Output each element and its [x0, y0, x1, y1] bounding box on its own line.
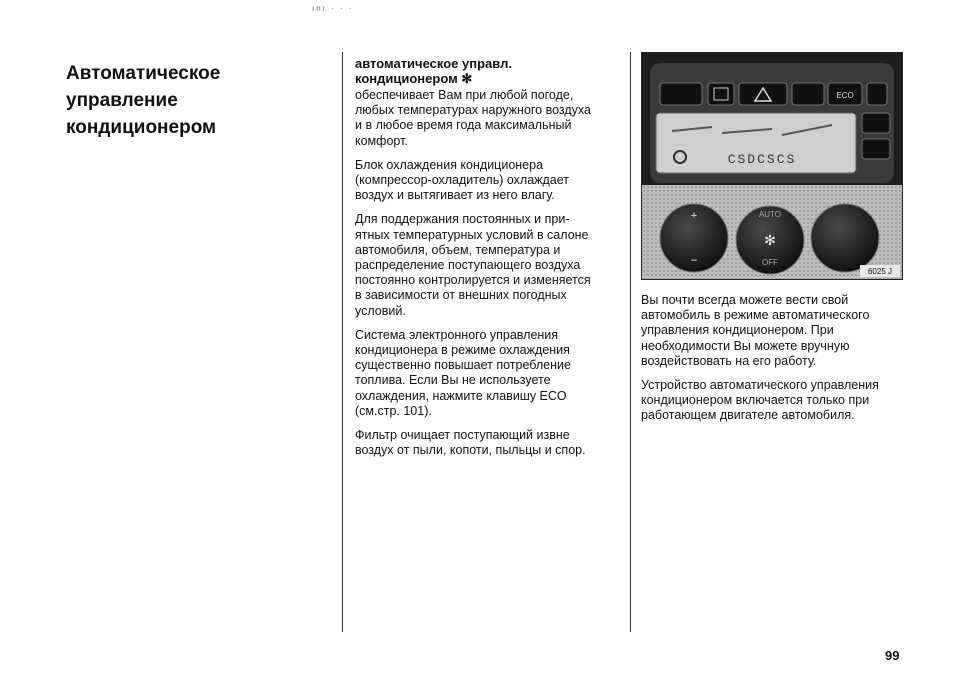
line: ятных температурных условий в салоне — [355, 227, 589, 242]
fan-knob-icon: ✻ — [764, 233, 776, 249]
title-line: Автоматическое — [66, 63, 221, 84]
line: автомобиля, объем, температура и — [355, 242, 561, 257]
page-title — [66, 60, 296, 141]
button — [867, 83, 887, 105]
eco-label: ECO — [836, 91, 854, 100]
section-heading — [355, 56, 620, 86]
climate-panel-illustration — [642, 53, 902, 279]
page-number: 99 — [885, 648, 900, 663]
off-label: OFF — [762, 258, 778, 267]
line: кондиционера в режиме охлаждения — [355, 343, 570, 358]
knob-minus-label: – — [690, 254, 698, 266]
title-line: управление — [66, 90, 178, 111]
heading-line: кондиционером ✻ — [355, 71, 473, 86]
line: постоянно контролируется и изменяется — [355, 273, 591, 288]
line: любых температурах наружного воздуха — [355, 103, 591, 118]
line: (см.стр. 101). — [355, 403, 432, 418]
paragraph — [355, 328, 620, 419]
line: работающем двигателе автомобиля. — [641, 408, 855, 423]
line: обеспечивает Вам при любой погоде, — [355, 88, 574, 102]
figure-code: 6025 J — [867, 267, 893, 276]
column-divider-right — [630, 52, 631, 632]
line: автомобиль в режиме автоматического — [641, 308, 870, 323]
line: кондиционером включается только при — [641, 393, 870, 408]
line: управления кондиционером. При — [641, 323, 834, 338]
climate-control-photo — [641, 52, 903, 280]
line: Для поддержания постоянных и при- — [355, 212, 570, 227]
line: топлива. Если Вы не используете — [355, 373, 551, 388]
line: Система электронного управления — [355, 327, 559, 342]
air-distribution-knob[interactable] — [811, 204, 879, 272]
right-column — [641, 293, 911, 433]
line: (компрессор-охладитель) охлаждает — [355, 173, 570, 188]
display-readout: CSDCSCS — [727, 152, 797, 167]
line: необходимости Вы можете вручную — [641, 338, 850, 353]
line: Блок охлаждения кондиционера — [355, 157, 544, 172]
paragraph — [641, 378, 911, 424]
middle-column — [355, 56, 620, 467]
line: комфорт. — [355, 133, 408, 148]
title-line: кондиционером — [66, 117, 217, 138]
line: Фильтр очищает поступающий извне — [355, 428, 570, 443]
line: Устройство автоматического управления — [641, 378, 879, 393]
line: и в любое время года максимальный — [355, 118, 572, 133]
paragraph — [355, 428, 620, 458]
column-divider-left — [342, 52, 343, 632]
line: воздействовать на его работу. — [641, 353, 817, 368]
button — [708, 83, 734, 105]
button — [792, 83, 824, 105]
line: воздух и вытягивает из него влагу. — [355, 188, 555, 203]
auto-label: AUTO — [758, 210, 782, 219]
line: существенно повышает потребление — [355, 358, 571, 373]
button — [660, 83, 702, 105]
line: воздух от пыли, копоти, пыльцы и спор. — [355, 443, 586, 458]
paragraph — [641, 293, 911, 369]
line: условий. — [355, 303, 406, 318]
button — [862, 113, 890, 133]
line: охлаждения, нажмите клавишу ECO — [355, 388, 567, 403]
heading-line: автоматическое управл. — [355, 56, 512, 71]
button — [862, 139, 890, 159]
knob-plus-label: + — [690, 210, 698, 222]
scan-specks: ını · · · — [312, 4, 354, 13]
paragraph — [355, 158, 620, 204]
paragraph — [355, 88, 620, 149]
line: Вы почти всегда можете вести свой — [641, 293, 849, 307]
line: в зависимости от внешних погодных — [355, 288, 567, 303]
paragraph — [355, 212, 620, 318]
line: распределение поступающего воздуха — [355, 258, 581, 273]
